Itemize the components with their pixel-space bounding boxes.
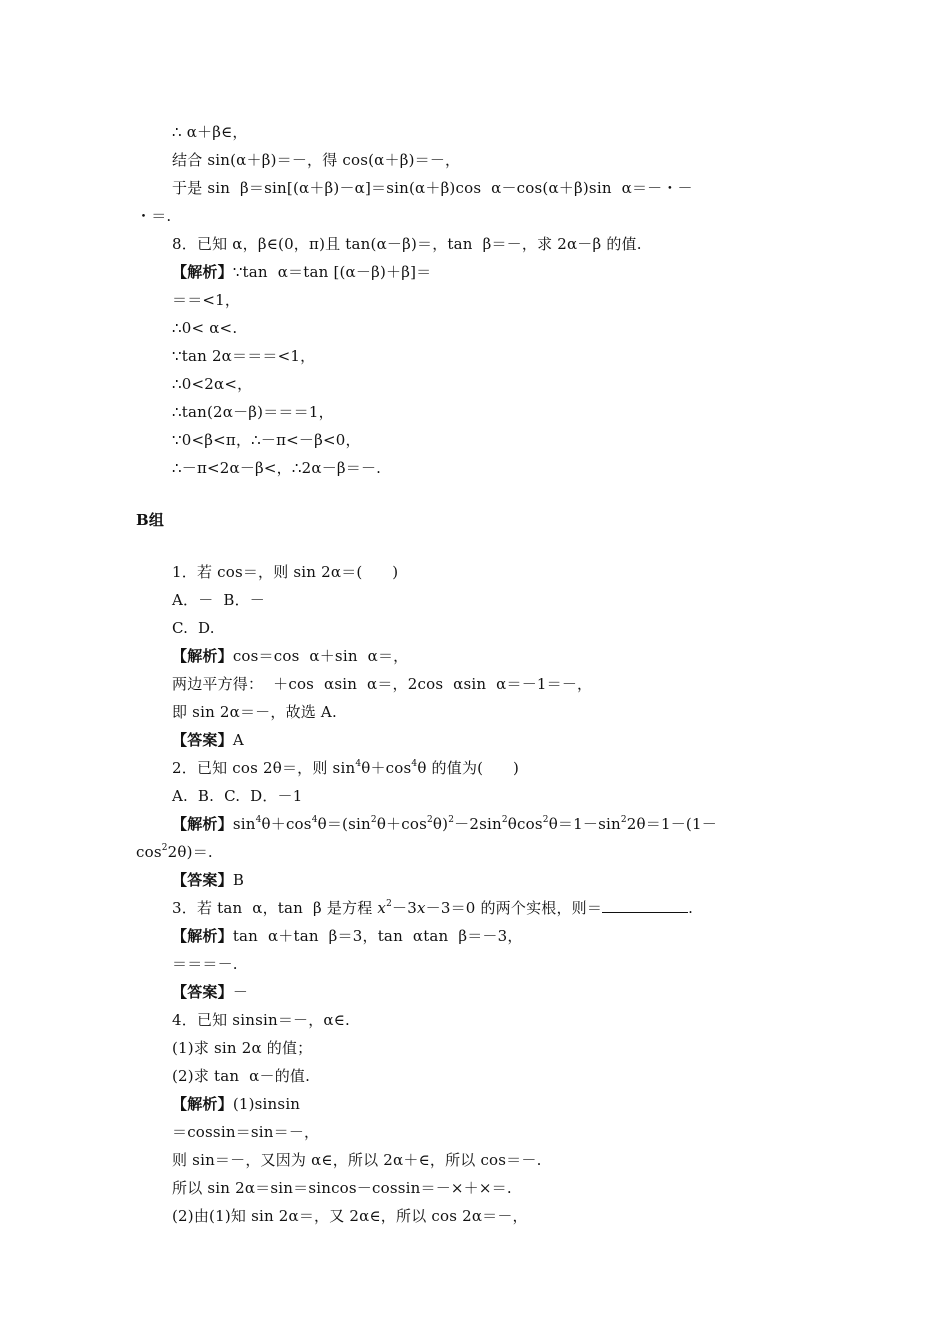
superscript: 4 xyxy=(355,759,362,769)
text-span: θ＋cos xyxy=(361,759,412,777)
text-line: 所以 sin 2α＝sin＝sincos－cossin＝－×＋×＝. xyxy=(172,1179,512,1197)
answer-text: A xyxy=(232,731,244,749)
analysis-tag: 【解析】 xyxy=(172,263,233,281)
solution-text: ∵tan α＝tan [(α－β)＋β]＝ xyxy=(232,263,432,281)
solution-text: (1)sinsin xyxy=(232,1095,301,1113)
analysis-tag: 【解析】 xyxy=(172,815,233,833)
text-span: －3 xyxy=(392,899,417,917)
solution-line xyxy=(172,814,717,834)
superscript: 2 xyxy=(542,815,549,825)
text-span: 2θ)＝. xyxy=(167,843,213,861)
solution-line xyxy=(172,646,408,666)
solution-line xyxy=(172,262,431,282)
text-line: ＝cossin＝sin＝－， xyxy=(172,1123,320,1141)
solution-line xyxy=(172,1094,300,1114)
text-span: θ＋cos xyxy=(261,815,312,833)
problem-b2 xyxy=(172,758,519,778)
text-line: ∴tan(2α－β)＝＝＝1， xyxy=(172,403,334,421)
problem-8: 8．已知 α，β∈(0，π)且 tan(α－β)＝，tan β＝－，求 2α－β 的值. xyxy=(172,235,642,253)
solution-text: tan α＋tan β＝3，tan αtan β＝－3， xyxy=(232,927,523,945)
text-line: ∴－π<2α－β<，∴2α－β＝－. xyxy=(172,459,382,477)
section-heading-b: B组 xyxy=(136,511,165,529)
analysis-tag: 【解析】 xyxy=(172,647,233,665)
variable-x: x xyxy=(377,899,387,917)
variable-x: x xyxy=(416,899,426,917)
text-line: 两边平方得： ＋cos αsin α＝，2cos αsin α＝－1＝－， xyxy=(172,675,593,693)
text-span: θ＝1－sin xyxy=(548,815,621,833)
text-line: ∴0<2α<， xyxy=(172,375,253,393)
text-span: sin xyxy=(232,815,256,833)
problem-b3 xyxy=(172,898,693,918)
text-span: . xyxy=(688,899,694,917)
answer-line xyxy=(172,730,244,750)
problem-b1: 1．若 cos＝，则 sin 2α＝( ) xyxy=(172,563,399,581)
text-span: 2．已知 cos 2θ＝，则 sin xyxy=(172,759,356,777)
superscript: 2 xyxy=(370,815,377,825)
text-line: 结合 sin(α＋β)＝－，得 cos(α＋β)＝－， xyxy=(172,151,461,169)
text-line: ∵tan 2α＝＝＝<1， xyxy=(172,347,316,365)
text-line: ∴ α＋β∈， xyxy=(172,123,248,141)
text-line: ∴0< α<. xyxy=(172,319,238,337)
answer-line xyxy=(172,870,244,890)
text-span: θ) xyxy=(432,815,449,833)
solution-text: cos＝cos α＋sin α＝， xyxy=(232,647,409,665)
text-span: 2θ＝1－(1－ xyxy=(626,815,717,833)
text-line: ・＝. xyxy=(136,207,172,225)
text-line: 于是 sin β＝sin[(α＋β)－α]＝sin(α＋β)cos α－cos(α＋β)sin α＝－・－ xyxy=(172,179,693,197)
answer-text: B xyxy=(232,871,245,889)
answer-tag: 【答案】 xyxy=(172,983,233,1001)
text-line xyxy=(136,842,213,862)
answer-line xyxy=(172,982,248,1002)
text-line: (1)求 sin 2α 的值； xyxy=(172,1039,313,1057)
superscript: 4 xyxy=(311,815,318,825)
superscript: 4 xyxy=(411,759,418,769)
choices: C. D. xyxy=(172,619,215,637)
text-span: θ＋cos xyxy=(376,815,427,833)
superscript: 2 xyxy=(161,843,168,853)
superscript: 2 xyxy=(620,815,627,825)
answer-tag: 【答案】 xyxy=(172,871,233,889)
text-line: ＝＝＝－. xyxy=(172,955,238,973)
answer-text: － xyxy=(232,983,249,1001)
text-line: 即 sin 2α＝－，故选 A. xyxy=(172,703,337,721)
answer-blank xyxy=(602,898,688,913)
text-span: －3＝0 的两个实根，则＝ xyxy=(425,899,603,917)
analysis-tag: 【解析】 xyxy=(172,1095,233,1113)
choices: A. B. C. D．－1 xyxy=(172,787,303,805)
solution-line xyxy=(172,926,523,946)
text-line: (2)求 tan α－的值. xyxy=(172,1067,311,1085)
text-line: 则 sin＝－，又因为 α∈，所以 2α＋∈，所以 cos＝－. xyxy=(172,1151,542,1169)
answer-tag: 【答案】 xyxy=(172,731,233,749)
superscript: 2 xyxy=(426,815,433,825)
analysis-tag: 【解析】 xyxy=(172,927,233,945)
superscript: 2 xyxy=(386,899,392,909)
superscript: 4 xyxy=(255,815,262,825)
superscript: 2 xyxy=(448,815,455,825)
superscript: 2 xyxy=(501,815,508,825)
text-line: ＝＝<1， xyxy=(172,291,241,309)
text-span: θcos xyxy=(507,815,543,833)
text-line: ∵0<β<π，∴－π<－β<0， xyxy=(172,431,361,449)
text-span: －2sin xyxy=(454,815,502,833)
text-line: (2)由(1)知 sin 2α＝，又 2α∈，所以 cos 2α＝－， xyxy=(172,1207,528,1225)
text-span: θ 的值为( ) xyxy=(417,759,520,777)
text-span: cos xyxy=(136,843,162,861)
problem-b4: 4．已知 sinsin＝－，α∈. xyxy=(172,1011,351,1029)
text-span: θ＝(sin xyxy=(317,815,371,833)
choices: A．－ B．－ xyxy=(172,591,265,609)
text-span: 3．若 tan α，tan β 是方程 xyxy=(172,899,378,917)
